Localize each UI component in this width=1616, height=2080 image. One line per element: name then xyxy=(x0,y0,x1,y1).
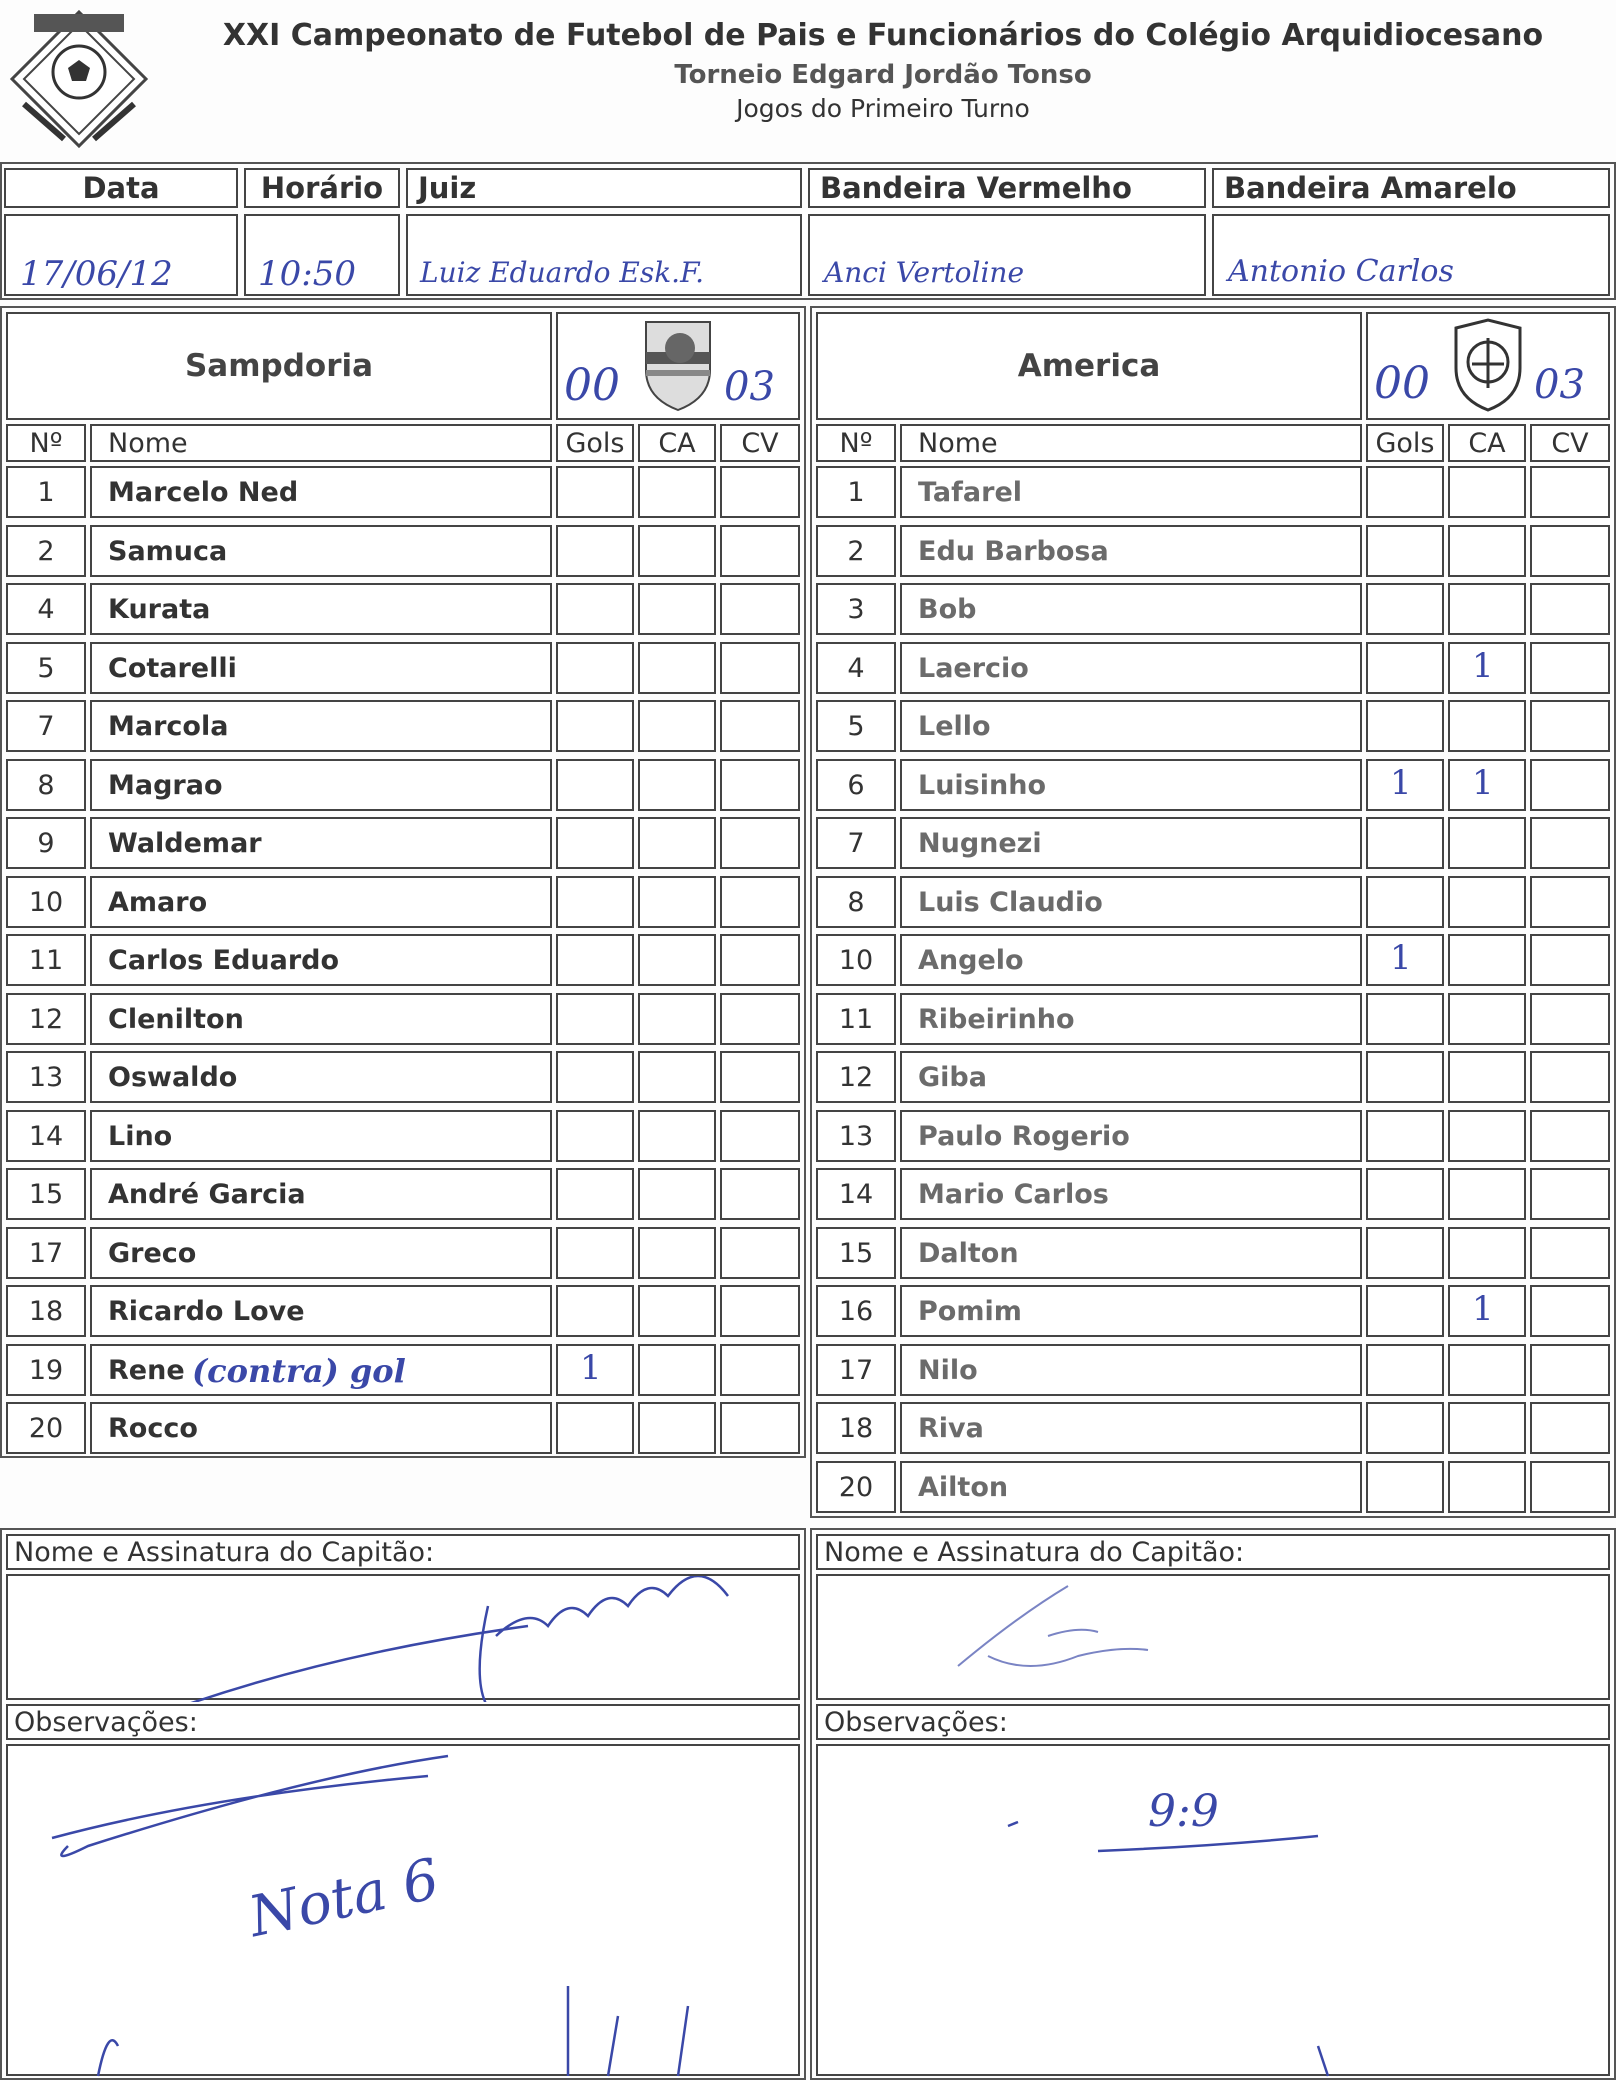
america-crest-icon xyxy=(1448,318,1528,412)
goals-cell xyxy=(556,876,634,928)
goals-cell xyxy=(556,700,634,752)
red-card-cell xyxy=(1530,817,1610,869)
team-b-name: America xyxy=(816,312,1362,420)
player-name xyxy=(90,1110,552,1162)
player-number: 14 xyxy=(816,1168,896,1220)
player-name xyxy=(90,1227,552,1279)
player-number: 4 xyxy=(816,642,896,694)
red-card-cell xyxy=(1530,1461,1610,1513)
yellow-card-cell xyxy=(1448,700,1526,752)
player-name-text: Paulo Rogerio xyxy=(918,1120,1130,1152)
yellow-card-cell xyxy=(1448,583,1526,635)
player-number: 20 xyxy=(816,1461,896,1513)
player-number: 11 xyxy=(816,993,896,1045)
red-card-cell xyxy=(720,1285,800,1337)
goals-cell xyxy=(1366,1344,1444,1396)
red-card-cell xyxy=(720,993,800,1045)
player-name-text: Ribeirinho xyxy=(918,1003,1075,1035)
red-card-cell xyxy=(1530,759,1610,811)
player-name xyxy=(90,1168,552,1220)
yellow-card-cell xyxy=(1448,1344,1526,1396)
red-card-cell xyxy=(720,1051,800,1103)
player-name xyxy=(90,759,552,811)
referee-field xyxy=(406,214,802,296)
team-b-col-yellow: CA xyxy=(1448,424,1526,462)
player-name-text: Marcelo Ned xyxy=(108,476,299,508)
player-name xyxy=(900,583,1362,635)
card-tally-mark: 1 xyxy=(1472,1289,1494,1329)
player-name-text: Cotarelli xyxy=(108,652,237,684)
date-value: 17/06/12 xyxy=(20,254,173,294)
player-name xyxy=(900,466,1362,518)
yellow-card-cell xyxy=(638,817,716,869)
yellow-card-cell xyxy=(638,583,716,635)
player-name xyxy=(900,934,1362,986)
yellow-flag-label: Bandeira Amarelo xyxy=(1212,168,1610,208)
player-name xyxy=(90,934,552,986)
player-name-text: Laercio xyxy=(918,652,1029,684)
red-card-cell xyxy=(720,525,800,577)
player-name-text: Samuca xyxy=(108,535,228,567)
red-flag-field xyxy=(808,214,1206,296)
yellow-card-cell xyxy=(638,1051,716,1103)
player-number: 4 xyxy=(6,583,86,635)
player-name xyxy=(900,525,1362,577)
team-b-obs-box xyxy=(816,1744,1610,2076)
goals-cell xyxy=(1366,1110,1444,1162)
player-name xyxy=(900,1344,1362,1396)
yellow-card-cell xyxy=(638,525,716,577)
player-name-text: Lello xyxy=(918,710,991,742)
player-number: 1 xyxy=(816,466,896,518)
team-a-col-yellow: CA xyxy=(638,424,716,462)
player-name xyxy=(900,1461,1362,1513)
player-number: 5 xyxy=(816,700,896,752)
yellow-card-cell xyxy=(638,1285,716,1337)
team-b-score-right: 03 xyxy=(1534,362,1585,408)
red-card-cell xyxy=(720,934,800,986)
player-name xyxy=(90,700,552,752)
team-a-score-box xyxy=(556,312,800,420)
goal-tally-mark: 1 xyxy=(1390,938,1412,978)
red-card-cell xyxy=(1530,1110,1610,1162)
player-number: 18 xyxy=(6,1285,86,1337)
goals-cell xyxy=(556,525,634,577)
goals-cell xyxy=(556,642,634,694)
goals-cell xyxy=(1366,1168,1444,1220)
goals-cell xyxy=(1366,466,1444,518)
player-name xyxy=(900,759,1362,811)
player-name xyxy=(900,1227,1362,1279)
yellow-card-cell xyxy=(638,876,716,928)
red-card-cell xyxy=(720,642,800,694)
document-title: XXI Campeonato de Futebol de Pais e Funcionários do Colégio Arquidiocesano xyxy=(222,18,1544,53)
yellow-card-cell xyxy=(1448,1227,1526,1279)
player-number: 15 xyxy=(816,1227,896,1279)
yellow-card-cell xyxy=(1448,817,1526,869)
team-b-score-box xyxy=(1366,312,1610,420)
player-number: 8 xyxy=(6,759,86,811)
card-tally-mark: 1 xyxy=(1472,763,1494,803)
team-b-captain-signature-box xyxy=(816,1574,1610,1700)
goals-cell xyxy=(556,759,634,811)
goals-cell xyxy=(556,934,634,986)
team-a-captain-signature xyxy=(8,1576,802,1702)
yellow-card-cell xyxy=(1448,1461,1526,1513)
player-name xyxy=(900,1402,1362,1454)
player-name xyxy=(900,700,1362,752)
player-number: 9 xyxy=(6,817,86,869)
player-name-text: Marcola xyxy=(108,710,229,742)
red-card-cell xyxy=(1530,876,1610,928)
player-name-text: Tafarel xyxy=(918,476,1023,508)
player-number: 10 xyxy=(6,876,86,928)
red-flag-label: Bandeira Vermelho xyxy=(808,168,1206,208)
player-name-text: Angelo xyxy=(918,944,1024,976)
player-name-text: Nugnezi xyxy=(918,827,1042,859)
player-name xyxy=(900,642,1362,694)
red-card-cell xyxy=(720,817,800,869)
player-name-text: Oswaldo xyxy=(108,1061,238,1093)
player-name-text: Lino xyxy=(108,1120,173,1152)
yellow-card-cell xyxy=(1448,642,1526,694)
player-number: 5 xyxy=(6,642,86,694)
player-name-text: Clenilton xyxy=(108,1003,244,1035)
player-number: 13 xyxy=(6,1051,86,1103)
red-card-cell xyxy=(1530,466,1610,518)
yellow-card-cell xyxy=(1448,876,1526,928)
goals-cell xyxy=(1366,583,1444,635)
goals-cell xyxy=(1366,1051,1444,1103)
goals-cell xyxy=(1366,525,1444,577)
time-label: Horário xyxy=(244,168,400,208)
player-number: 19 xyxy=(6,1344,86,1396)
player-number: 1 xyxy=(6,466,86,518)
team-b-col-name: Nome xyxy=(900,424,1362,462)
yellow-card-cell xyxy=(1448,525,1526,577)
yellow-card-cell xyxy=(638,759,716,811)
date-field xyxy=(4,214,238,296)
team-b-obs-note: 9:9 xyxy=(1148,1786,1219,1837)
player-name-text: Bob xyxy=(918,593,977,625)
team-a-col-goals: Gols xyxy=(556,424,634,462)
player-name xyxy=(90,1051,552,1103)
goals-cell xyxy=(556,1110,634,1162)
team-b-captain-label: Nome e Assinatura do Capitão: xyxy=(816,1534,1610,1570)
player-name-text: Edu Barbosa xyxy=(918,535,1109,567)
yellow-card-cell xyxy=(1448,934,1526,986)
goals-cell xyxy=(556,466,634,518)
team-a-col-name: Nome xyxy=(90,424,552,462)
red-card-cell xyxy=(720,1110,800,1162)
team-a-captain-signature-box xyxy=(6,1574,800,1700)
date-label: Data xyxy=(4,168,238,208)
player-name xyxy=(90,1402,552,1454)
player-name-text: André Garcia xyxy=(108,1178,306,1210)
team-b-obs-label: Observações: xyxy=(816,1704,1610,1740)
player-name xyxy=(900,1110,1362,1162)
player-number: 8 xyxy=(816,876,896,928)
player-name-text: Ailton xyxy=(918,1471,1009,1503)
player-name xyxy=(90,1285,552,1337)
player-name xyxy=(90,525,552,577)
player-number: 2 xyxy=(6,525,86,577)
player-name xyxy=(900,876,1362,928)
goals-cell xyxy=(1366,1285,1444,1337)
player-name-text: Luisinho xyxy=(918,769,1046,801)
team-b-col-red: CV xyxy=(1530,424,1610,462)
round-name: Jogos do Primeiro Turno xyxy=(736,94,1030,123)
team-b-captain-signature xyxy=(818,1576,1612,1702)
tournament-name: Torneio Edgard Jordão Tonso xyxy=(674,60,1092,90)
yellow-card-cell xyxy=(1448,1110,1526,1162)
goals-cell xyxy=(1366,993,1444,1045)
player-name xyxy=(90,642,552,694)
player-name xyxy=(900,993,1362,1045)
player-name xyxy=(900,1285,1362,1337)
red-card-cell xyxy=(1530,1402,1610,1454)
yellow-card-cell xyxy=(1448,759,1526,811)
yellow-card-cell xyxy=(1448,466,1526,518)
goals-cell xyxy=(556,1285,634,1337)
goals-cell xyxy=(1366,642,1444,694)
player-number: 12 xyxy=(816,1051,896,1103)
red-card-cell xyxy=(720,466,800,518)
team-a-score-left: 00 xyxy=(564,360,620,411)
yellow-card-cell xyxy=(638,700,716,752)
player-name-text: Nilo xyxy=(918,1354,978,1386)
player-name-text: Rene xyxy=(108,1354,185,1386)
goals-cell xyxy=(1366,934,1444,986)
player-name-text: Greco xyxy=(108,1237,197,1269)
goals-cell xyxy=(556,1051,634,1103)
team-b-col-goals: Gols xyxy=(1366,424,1444,462)
yellow-card-cell xyxy=(638,993,716,1045)
player-name-text: Giba xyxy=(918,1061,987,1093)
team-a-name: Sampdoria xyxy=(6,312,552,420)
player-name-text: Luis Claudio xyxy=(918,886,1103,918)
goals-cell xyxy=(556,583,634,635)
player-name xyxy=(90,817,552,869)
goals-cell xyxy=(1366,1461,1444,1513)
player-number: 14 xyxy=(6,1110,86,1162)
red-card-cell xyxy=(1530,1344,1610,1396)
red-flag-value: Anci Vertoline xyxy=(824,256,1025,289)
goals-cell xyxy=(556,1344,634,1396)
player-number: 16 xyxy=(816,1285,896,1337)
goals-cell xyxy=(1366,876,1444,928)
team-b-score-left: 00 xyxy=(1374,358,1430,409)
goals-cell xyxy=(556,1402,634,1454)
player-number: 11 xyxy=(6,934,86,986)
goals-cell xyxy=(1366,817,1444,869)
player-number: 2 xyxy=(816,525,896,577)
player-number: 7 xyxy=(6,700,86,752)
red-card-cell xyxy=(1530,1168,1610,1220)
yellow-card-cell xyxy=(638,934,716,986)
player-name xyxy=(90,876,552,928)
goals-cell xyxy=(1366,759,1444,811)
goals-cell xyxy=(556,993,634,1045)
player-name xyxy=(900,817,1362,869)
yellow-card-cell xyxy=(1448,1402,1526,1454)
team-a-col-red: CV xyxy=(720,424,800,462)
red-card-cell xyxy=(1530,1285,1610,1337)
goals-cell xyxy=(556,1168,634,1220)
referee-label: Juiz xyxy=(406,168,802,208)
red-card-cell xyxy=(720,1344,800,1396)
yellow-card-cell xyxy=(1448,1051,1526,1103)
player-name-text: Magrao xyxy=(108,769,223,801)
red-card-cell xyxy=(1530,700,1610,752)
red-card-cell xyxy=(720,876,800,928)
red-card-cell xyxy=(1530,934,1610,986)
card-tally-mark: 1 xyxy=(1472,646,1494,686)
player-number: 17 xyxy=(816,1344,896,1396)
player-name-text: Pomim xyxy=(918,1295,1022,1327)
player-name-text: Riva xyxy=(918,1412,984,1444)
player-name xyxy=(900,1051,1362,1103)
yellow-flag-field xyxy=(1212,214,1610,296)
goals-cell xyxy=(1366,1402,1444,1454)
tournament-logo xyxy=(4,4,154,154)
yellow-card-cell xyxy=(638,1168,716,1220)
player-number: 17 xyxy=(6,1227,86,1279)
red-card-cell xyxy=(720,1402,800,1454)
red-card-cell xyxy=(1530,993,1610,1045)
yellow-card-cell xyxy=(638,1344,716,1396)
red-card-cell xyxy=(1530,583,1610,635)
goals-cell xyxy=(1366,700,1444,752)
goals-cell xyxy=(556,817,634,869)
player-name xyxy=(90,466,552,518)
player-number: 13 xyxy=(816,1110,896,1162)
red-card-cell xyxy=(720,1168,800,1220)
player-name-text: Amaro xyxy=(108,886,208,918)
red-card-cell xyxy=(720,759,800,811)
player-name-text: Dalton xyxy=(918,1237,1019,1269)
yellow-card-cell xyxy=(638,1402,716,1454)
goals-cell xyxy=(556,1227,634,1279)
red-card-cell xyxy=(720,1227,800,1279)
time-value: 10:50 xyxy=(258,254,356,294)
yellow-card-cell xyxy=(638,642,716,694)
player-number: 3 xyxy=(816,583,896,635)
team-a-obs-note: Nota 6 xyxy=(243,1846,445,1951)
player-name-text: Kurata xyxy=(108,593,211,625)
yellow-flag-value: Antonio Carlos xyxy=(1228,254,1454,289)
player-name-text: Carlos Eduardo xyxy=(108,944,340,976)
player-name-text: Ricardo Love xyxy=(108,1295,305,1327)
red-card-cell xyxy=(720,583,800,635)
player-number: 7 xyxy=(816,817,896,869)
sampdoria-crest-icon xyxy=(640,318,716,412)
team-a-score-right: 03 xyxy=(724,364,775,410)
player-handwritten-note: (contra) gol xyxy=(192,1352,406,1390)
yellow-card-cell xyxy=(1448,993,1526,1045)
player-number: 12 xyxy=(6,993,86,1045)
team-b-col-number: Nº xyxy=(816,424,896,462)
player-name-text: Mario Carlos xyxy=(918,1178,1109,1210)
player-name-text: Rocco xyxy=(108,1412,198,1444)
player-number: 20 xyxy=(6,1402,86,1454)
goal-tally-mark: 1 xyxy=(580,1348,602,1388)
goals-cell xyxy=(1366,1227,1444,1279)
team-a-captain-label: Nome e Assinatura do Capitão: xyxy=(6,1534,800,1570)
player-number: 10 xyxy=(816,934,896,986)
team-a-obs-box xyxy=(6,1744,800,2076)
goal-tally-mark: 1 xyxy=(1390,763,1412,803)
red-card-cell xyxy=(1530,1051,1610,1103)
yellow-card-cell xyxy=(638,466,716,518)
referee-value: Luiz Eduardo Esk.F. xyxy=(420,256,705,289)
player-name xyxy=(90,583,552,635)
red-card-cell xyxy=(720,700,800,752)
player-number: 18 xyxy=(816,1402,896,1454)
player-name xyxy=(90,1344,552,1396)
red-card-cell xyxy=(1530,525,1610,577)
team-a-obs-label: Observações: xyxy=(6,1704,800,1740)
player-name xyxy=(900,1168,1362,1220)
player-number: 6 xyxy=(816,759,896,811)
yellow-card-cell xyxy=(1448,1285,1526,1337)
player-number: 15 xyxy=(6,1168,86,1220)
player-name-text: Waldemar xyxy=(108,827,262,859)
team-a-col-number: Nº xyxy=(6,424,86,462)
player-name xyxy=(90,993,552,1045)
yellow-card-cell xyxy=(638,1110,716,1162)
red-card-cell xyxy=(1530,1227,1610,1279)
yellow-card-cell xyxy=(1448,1168,1526,1220)
time-field xyxy=(244,214,400,296)
red-card-cell xyxy=(1530,642,1610,694)
yellow-card-cell xyxy=(638,1227,716,1279)
